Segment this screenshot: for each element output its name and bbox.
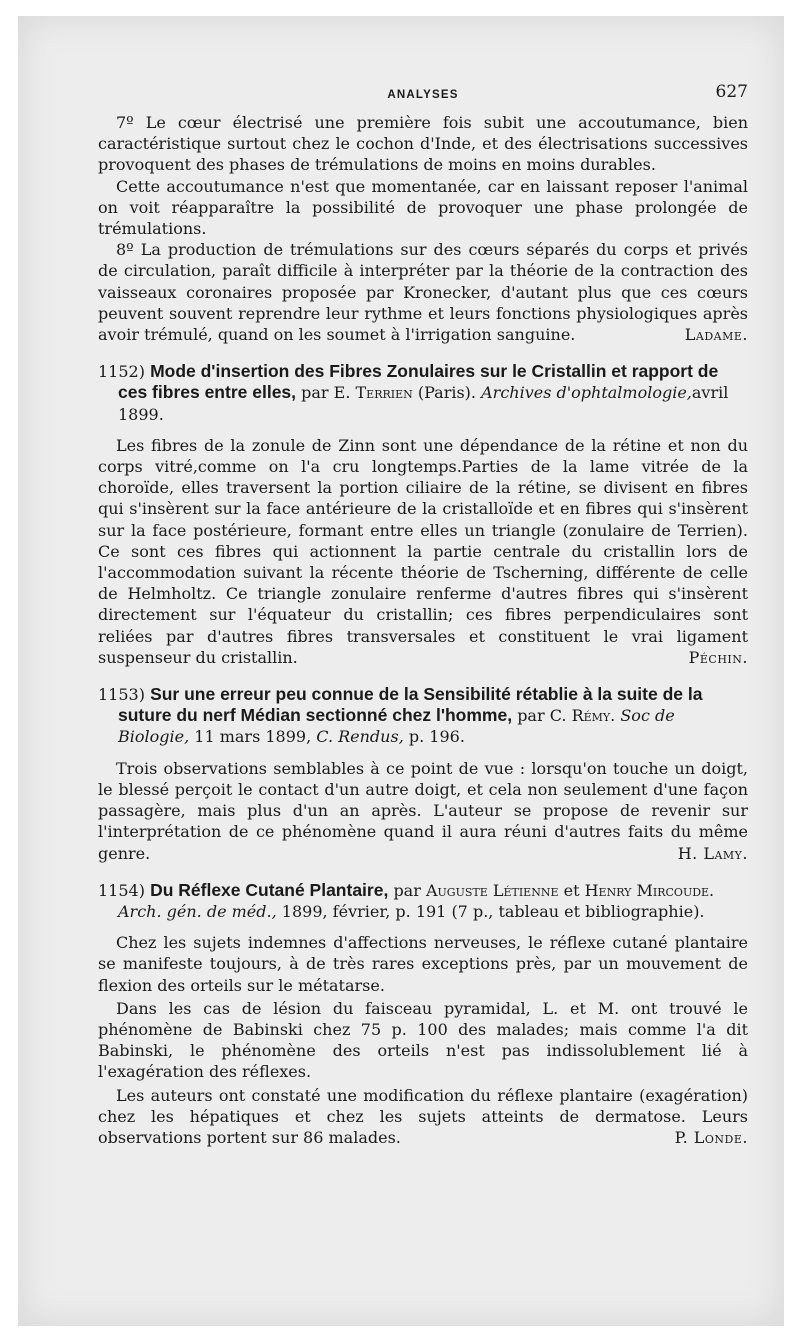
paragraph: 7º Le cœur électrisé une première fois subit une accoutumance, bien caractéristique surtout chez le cochon d'Inde, et des électrisations successives provoquent des phases de trémulations de moins en moins durables. — [98, 113, 748, 175]
article-date: avril 1899. — [118, 383, 729, 424]
signature: Péchin. — [688, 647, 748, 667]
article-1152 — [98, 361, 748, 668]
paragraph: Cette accoutumance n'est que momentanée, car en laissant reposer l'animal on voit réapparaître la possibilité de provoquer une phase prolongée de trémulations. — [98, 176, 748, 239]
article-source-2: C. Rendus, — [316, 727, 404, 747]
article-date: 1899, février, p. 191 (7 p., tableau et bibliographie). — [281, 901, 705, 921]
article-by: par — [393, 880, 421, 900]
article-pages: p. 196. — [408, 727, 465, 747]
article-1154 — [98, 880, 748, 1148]
article-body — [98, 435, 748, 668]
article-body — [98, 758, 748, 864]
article-and: et — [563, 880, 580, 900]
article-heading — [98, 361, 748, 425]
article-heading — [98, 880, 748, 922]
article-1153 — [98, 684, 748, 864]
article-body: Dans les cas de lésion du faisceau pyramidal, L. et M. ont trouvé le phénomène de Babinski chez 75 p. 100 des malades; mais comme l'a dit Babinski, le phénomène des orteils n'est pas indissolublement lié à l'exagération des réflexes. — [98, 998, 748, 1082]
paragraph-text: Les auteurs ont constaté une modification du réflexe plantaire (exagération) chez les hépatiques et chez les sujets atteints de dermatose. Leurs observations portent sur 86 malades. — [98, 1085, 748, 1147]
paragraph-text: Trois observations semblables à ce point de vue : lorsqu'on touche un doigt, le blessé perçoit le contact d'un autre doigt, et cela non seulement d'une façon passagère, mais plus d'un an après. L'auteur se propose de revenir sur l'interprétation de ce phénomène quand il aura réuni d'autres faits du même genre. — [98, 758, 748, 863]
signature: H. Lamy. — [677, 843, 748, 863]
paragraph-text: 8º La production de trémulations sur des cœurs séparés du corps et privés de circulation, paraît difficile à interpréter par la théorie de la contraction des vaisseaux coronaires proposée par Kronecker, d'autant plus que ces cœurs peuvent souvent reprendre leur rythme et leurs fonctions physiologiques après avoir trémulé, quand on les soumet à l'irrigation sanguine. — [98, 240, 748, 345]
article-date: 11 mars 1899, — [194, 727, 312, 747]
page-content — [98, 82, 748, 1148]
article-title: Mode d'insertion des Fibres Zonulaires sur le Cristallin et rapport de ces fibres entre elles, — [118, 361, 719, 403]
article-author: Rémy. — [571, 706, 616, 726]
running-title: ANALYSES — [387, 89, 459, 101]
article-by: par C. — [517, 706, 567, 726]
page-number: 627 — [715, 82, 748, 102]
article-number: 1152) — [98, 362, 145, 382]
article-title: Du Réflexe Cutané Plantaire, — [150, 879, 389, 900]
article-source: Archives d'ophtalmologie, — [481, 383, 692, 403]
paragraph-text: Les fibres de la zonule de Zinn sont une dépendance de la rétine et non du corps vitré,comme on l'a cru longtemps.Parties de la lame vitrée de la choroïde, elles traversent la portion ciliaire de la rétine, se divisent en fibres qui s'insèrent sur la face antérieure de la cristalloïde et en fibres qui s'insèrent sur la face postérieure, formant entre elles un triangle (zonulaire de Terrien). Ce sont ces fibres qui actionnent la partie centrale du cristallin lors de l'accommodation suivant la récente théorie de Tscherning, différente de celle de Helmholtz. Ce triangle zonulaire renferme d'autres fibres qui s'insèrent directement sur l'équateur du cristallin; ces fibres perpendiculaires sont reliées par d'autres fibres transversales et constituent le vrai ligament suspenseur du cristallin. — [98, 435, 748, 667]
signature: P. Londe. — [674, 1127, 748, 1147]
article-source: Arch. gén. de méd., — [118, 901, 277, 921]
article-location: (Paris). — [417, 383, 477, 403]
article-body: Chez les sujets indemnes d'affections nerveuses, le réflexe cutané plantaire se manifeste toujours, à de très rares exceptions près, par un mouvement de flexion des orteils sur le métatarse. — [98, 933, 748, 995]
article-number: 1154) — [98, 880, 145, 900]
signature: Ladame. — [684, 325, 748, 345]
page-scan — [18, 16, 784, 1326]
article-title: Sur une erreur peu connue de la Sensibilité rétablie à la suite de la suture du nerf Médian sectionné chez l'homme, — [118, 684, 703, 726]
article-heading — [98, 684, 748, 748]
article-number: 1153) — [98, 685, 145, 705]
article-by: par E. — [301, 383, 351, 403]
running-header — [98, 82, 748, 104]
paragraph — [98, 239, 748, 345]
article-author: Auguste Létienne — [425, 880, 559, 900]
article-source: Soc de Biologie, — [118, 706, 675, 747]
article-author-2: Henry Mircoude. — [584, 880, 715, 900]
article-body — [98, 1085, 748, 1149]
article-author: Terrien — [355, 383, 413, 403]
